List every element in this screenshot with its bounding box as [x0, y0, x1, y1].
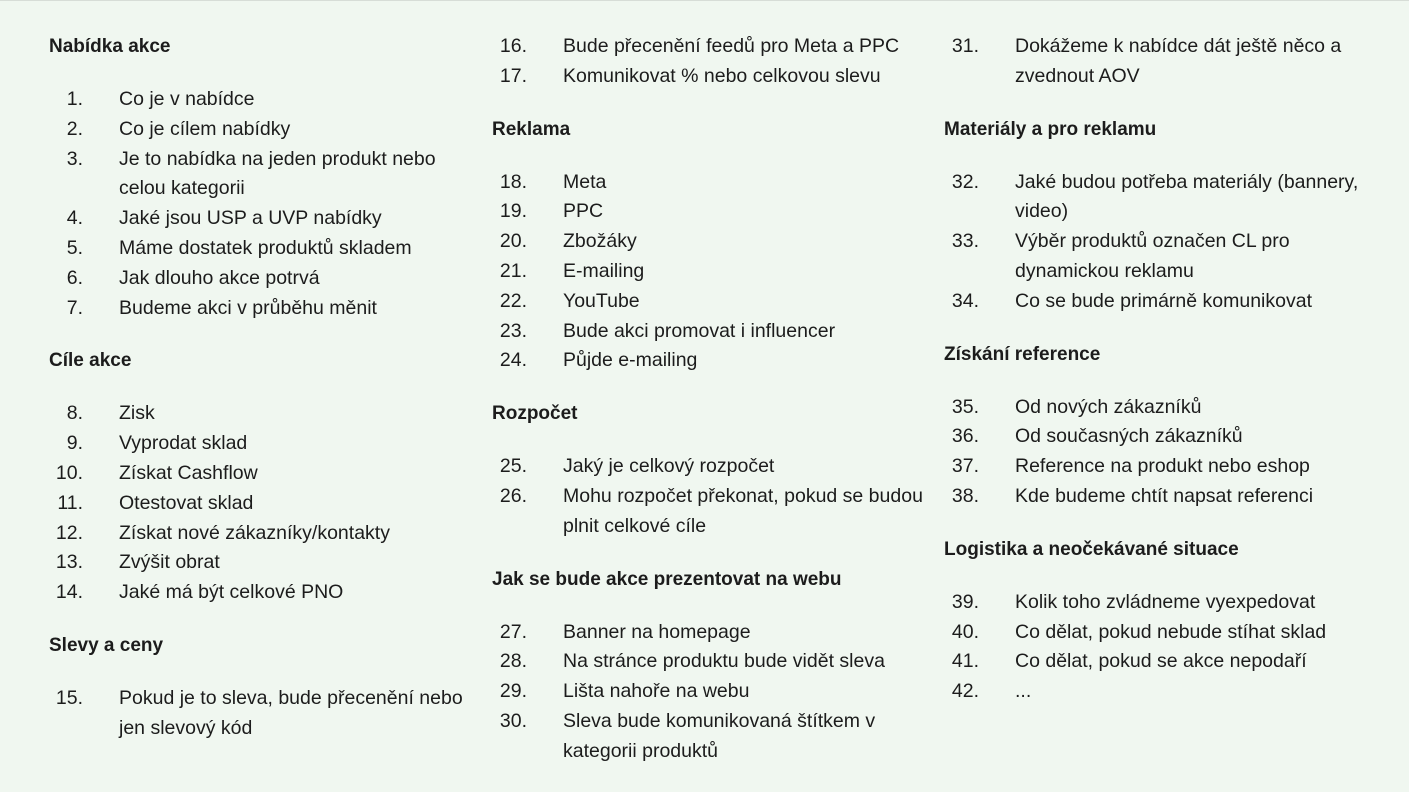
item-number: 20. — [499, 230, 527, 253]
item-number: 1. — [66, 88, 83, 110]
item-number: 17. — [499, 64, 527, 87]
item-text: Bude akci promovat i influencer — [563, 319, 836, 342]
item-text: Meta — [563, 170, 607, 193]
list-item — [492, 287, 932, 317]
item-number: 25. — [499, 455, 527, 478]
item-text: Pokud je to sleva, bude přecenění nebo jen slevový kód — [119, 686, 463, 739]
list-item — [49, 519, 479, 549]
list-item — [492, 227, 932, 257]
item-text: Máme dostatek produktů skladem — [119, 236, 412, 259]
item-text: Zisk — [119, 402, 155, 425]
item-text: Získat nové zákazníky/kontakty — [119, 521, 390, 544]
section-title-rozpocet: Rozpočet — [492, 403, 578, 425]
list-ziskani-reference — [944, 393, 1384, 512]
item-text: Co je v nabídce — [119, 88, 255, 110]
item-text: Sleva bude komunikovaná štítkem v kategorii produktů — [563, 709, 876, 762]
list-item — [944, 482, 1384, 512]
item-number: 5. — [66, 236, 83, 259]
list-item — [492, 647, 932, 677]
item-number: 41. — [951, 650, 979, 673]
section-title-logistika: Logistika a neočekávané situace — [944, 538, 1239, 560]
list-item — [944, 32, 1384, 92]
list-slevy-a-ceny-continued — [492, 32, 932, 92]
item-number: 39. — [951, 590, 979, 613]
section-title-nabidka-akce: Nabídka akce — [49, 36, 171, 57]
list-item — [944, 647, 1384, 677]
item-number: 23. — [499, 319, 527, 342]
item-text: Budeme akci v průběhu měnit — [119, 296, 377, 319]
list-item — [492, 452, 932, 482]
item-number: 8. — [66, 402, 83, 425]
item-text: Půjde e-mailing — [563, 349, 698, 372]
item-text: Kolik toho zvládneme vyexpedovat — [1015, 590, 1316, 613]
item-number: 33. — [951, 230, 979, 253]
list-prezentace-na-webu — [492, 618, 932, 767]
item-number: 10. — [55, 461, 83, 484]
item-text: Dokážeme k nabídce dát ještě něco a zvednout AOV — [1015, 35, 1342, 87]
item-number: 18. — [499, 170, 527, 193]
list-slevy-a-ceny — [49, 684, 479, 744]
item-number: 40. — [951, 620, 979, 643]
item-text: Co je cílem nabídky — [119, 117, 291, 140]
item-number: 2. — [66, 117, 83, 140]
item-text: Jaké jsou USP a UVP nabídky — [119, 207, 382, 230]
item-text: YouTube — [563, 289, 640, 312]
item-text: Komunikovat % nebo celkovou slevu — [563, 64, 881, 87]
item-number: 22. — [499, 289, 527, 312]
item-text: Co dělat, pokud se akce nepodaří — [1015, 650, 1307, 673]
list-item — [944, 588, 1384, 618]
item-text: Od současných zákazníků — [1015, 425, 1243, 448]
list-item — [49, 145, 479, 205]
list-materialy — [944, 168, 1384, 317]
item-text: Je to nabídka na jeden produkt nebo celou kategorii — [119, 147, 436, 200]
item-text: Zbožáky — [563, 230, 637, 253]
item-number: 7. — [66, 296, 83, 319]
item-number: 32. — [951, 170, 979, 193]
list-item — [49, 234, 479, 264]
item-number: 42. — [951, 680, 979, 703]
column-3 — [944, 1, 1384, 707]
item-text: Mohu rozpočet překonat, pokud se budou plnit celkové cíle — [563, 484, 923, 537]
item-text: Kde budeme chtít napsat referenci — [1015, 484, 1314, 507]
item-text: PPC — [563, 200, 604, 223]
item-text: Zvýšit obrat — [119, 551, 220, 574]
item-text: Výběr produktů označen CL pro dynamickou reklamu — [1015, 230, 1290, 282]
list-item — [944, 227, 1384, 287]
item-number: 21. — [499, 259, 527, 282]
item-text: Co dělat, pokud nebude stíhat sklad — [1015, 620, 1327, 643]
list-item — [944, 452, 1384, 482]
list-item — [492, 197, 932, 227]
list-item — [944, 168, 1384, 228]
item-number: 11. — [57, 491, 83, 514]
item-number: 27. — [499, 620, 527, 643]
list-item — [492, 32, 932, 62]
list-item — [49, 204, 479, 234]
list-item — [492, 618, 932, 648]
item-number: 3. — [66, 147, 83, 170]
item-number: 28. — [499, 650, 527, 673]
list-item — [49, 85, 479, 115]
item-text: Lišta nahoře na webu — [563, 680, 750, 703]
list-item — [49, 578, 479, 608]
item-number: 16. — [499, 35, 527, 57]
section-title-materialy: Materiály a pro reklamu — [944, 118, 1157, 140]
item-text: ... — [1015, 680, 1032, 703]
list-nabidka-akce — [49, 85, 479, 323]
column-2 — [492, 1, 932, 767]
list-item — [944, 677, 1384, 707]
list-item — [49, 399, 479, 429]
item-number: 15. — [55, 686, 83, 709]
item-text: Jaké má být celkové PNO — [119, 581, 344, 604]
section-title-ziskani-reference: Získání reference — [944, 343, 1101, 365]
list-item — [49, 429, 479, 459]
item-text: Bude přecenění feedů pro Meta a PPC — [563, 35, 900, 57]
list-rozpocet — [492, 452, 932, 541]
item-text: Získat Cashflow — [119, 461, 258, 484]
item-number: 38. — [951, 484, 979, 507]
list-item — [49, 115, 479, 145]
section-title-reklama: Reklama — [492, 118, 571, 140]
item-text: Vyprodat sklad — [119, 432, 248, 455]
item-number: 6. — [66, 266, 83, 289]
list-item — [49, 684, 479, 744]
item-text: Jaký je celkový rozpočet — [563, 455, 775, 478]
list-item — [492, 707, 932, 767]
item-text: Otestovat sklad — [119, 491, 254, 514]
item-number: 36. — [951, 425, 979, 448]
list-item — [944, 422, 1384, 452]
item-text: Reference na produkt nebo eshop — [1015, 455, 1310, 478]
list-item — [492, 346, 932, 376]
list-item — [944, 393, 1384, 423]
item-number: 34. — [951, 289, 979, 312]
list-item — [49, 294, 479, 324]
item-text: Co se bude primárně komunikovat — [1015, 289, 1312, 312]
list-logistika — [944, 588, 1384, 707]
item-number: 9. — [66, 432, 83, 455]
list-prezentace-continued — [944, 32, 1384, 92]
list-item — [492, 482, 932, 542]
item-number: 4. — [66, 207, 83, 230]
list-reklama — [492, 168, 932, 377]
item-number: 29. — [499, 680, 527, 703]
section-title-prezentace-na-webu: Jak se bude akce prezentovat na webu — [492, 568, 842, 590]
list-item — [492, 62, 932, 92]
item-number: 35. — [951, 395, 979, 418]
list-item — [492, 677, 932, 707]
item-number: 37. — [951, 455, 979, 478]
item-text: Od nových zákazníků — [1015, 395, 1202, 418]
item-number: 26. — [499, 484, 527, 507]
section-title-slevy-a-ceny: Slevy a ceny — [49, 634, 164, 656]
item-number: 19. — [499, 200, 527, 223]
item-number: 14. — [55, 581, 83, 604]
list-item — [49, 548, 479, 578]
item-text: Jaké budou potřeba materiály (bannery, video) — [1015, 170, 1359, 223]
list-item — [492, 257, 932, 287]
list-item — [492, 317, 932, 347]
item-number: 31. — [951, 35, 979, 57]
section-title-cile-akce: Cíle akce — [49, 350, 132, 372]
item-text: Banner na homepage — [563, 620, 751, 643]
item-text: Jak dlouho akce potrvá — [119, 266, 320, 289]
item-number: 30. — [499, 709, 527, 732]
list-cile-akce — [49, 399, 479, 608]
list-item — [944, 287, 1384, 317]
item-text: E-mailing — [563, 259, 645, 282]
item-text: Na stránce produktu bude vidět sleva — [563, 650, 885, 673]
item-number: 24. — [499, 349, 527, 372]
list-item — [49, 489, 479, 519]
list-item — [49, 459, 479, 489]
item-number: 12. — [55, 521, 83, 544]
list-item — [944, 618, 1384, 648]
list-item — [49, 264, 479, 294]
column-1 — [49, 1, 479, 744]
list-item — [492, 168, 932, 198]
item-number: 13. — [55, 551, 83, 574]
